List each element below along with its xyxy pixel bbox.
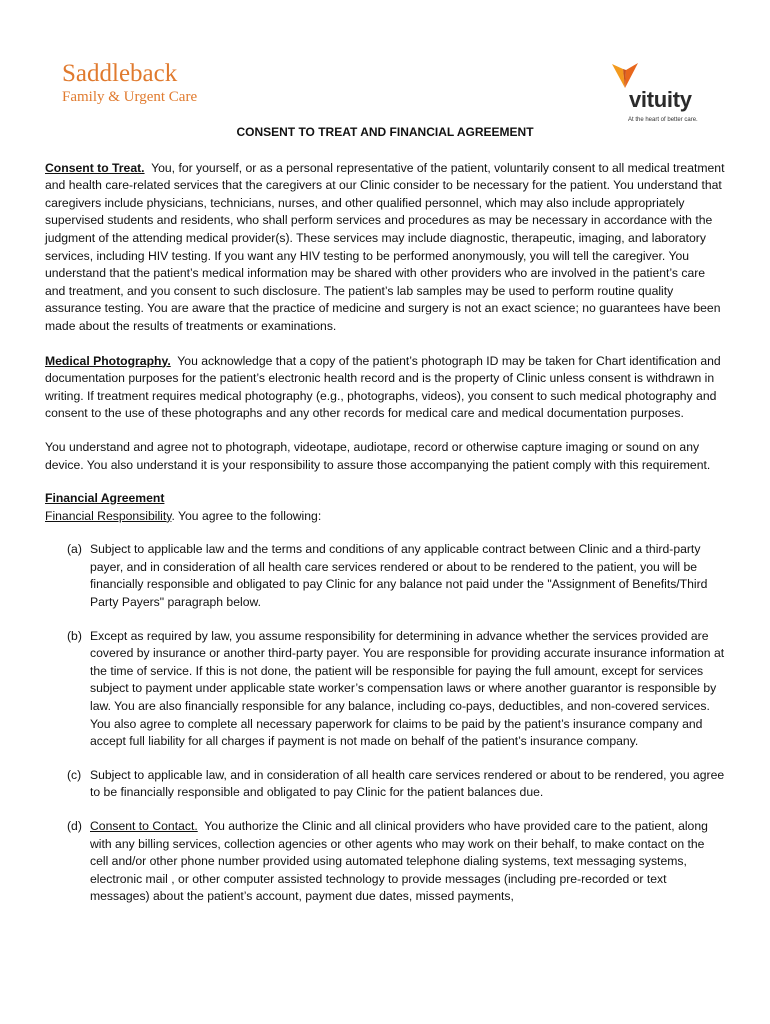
- medical-photography-heading: Medical Photography.: [45, 353, 171, 368]
- list-item-a: [45, 541, 725, 611]
- financial-responsibility-line: [45, 508, 725, 526]
- list-item-text: Except as required by law, you assume responsibility for determining in advance whether the services provided are covered by insurance or another third-party payer. You are responsible for providing accurate insurance information at the time of service. If this is not done, the patient will be responsible for paying the full amount, except for services subject to payment under applicable state worker’s compensation laws or where another guarantor is responsible by law. You are also financially responsible for any balance, including co-pays, deductibles, and non-covered services. You also agree to complete all necessary paperwork for claims to be paid by the patient’s insurance company and accept full liability for all charges if payment is not made on behalf of the patient’s insurance company.: [90, 628, 725, 749]
- list-item-text: You authorize the Clinic and all clinical providers who have provided care to the patient, along with any billing services, collection agencies or other agents who may work on their behalf, to make contact on the cell and/or other phone number provided using automated telephone dialing systems, text messaging systems, electronic mail , or other computer assisted technology to provide messages (including pre-recorded or text messages) about the patient’s account, payment due dates, missed payments,: [90, 819, 708, 904]
- consent-to-contact-heading: Consent to Contact.: [90, 819, 198, 833]
- consent-to-treat-heading: Consent to Treat.: [45, 160, 145, 175]
- list-item-label: (c): [67, 767, 82, 782]
- list-item-d: [45, 818, 725, 906]
- recording-paragraph: You understand and agree not to photograph, videotape, audiotape, record or otherwise capture imaging or sound on any device. You also understand it is your responsibility to assure those accompanying the patient comply with this requirement.: [45, 439, 711, 472]
- vituity-tagline: At the heart of better care.: [628, 117, 698, 123]
- financial-responsibility-heading: Financial Responsibility: [45, 508, 172, 523]
- financial-agreement-section: [45, 490, 725, 906]
- consent-to-treat-text: You, for yourself, or as a personal representative of the patient, voluntarily consent to all medical treatment and health care-related services that the caregivers at our Clinic consider to be necessary for the patient. You understand that caregivers include physicians, technicians, nurses, and other qualified personnel, which may also include appropriately supervised students and residents, who shall perform services and procedures as may be necessary in accordance with the judgment of the attending medical provider(s). These services may include diagnostic, therapeutic, imaging, and laboratory services, including HIV testing. If you want any HIV testing to be performed anonymously, you will tell the caregiver. You understand that the patient’s medical information may be shared with other providers who are involved in the patient’s care and treatment, and you consent to such disclosure. The patient’s lab samples may be used to perform routine quality assurance testing. You are aware that the practice of medicine and surgery is not an exact science; no guarantees have been made about the results of treatments or examinations.: [45, 160, 725, 333]
- list-item-label: (b): [67, 628, 82, 643]
- medical-photography-paragraph: [45, 353, 725, 423]
- logo-line-1: Saddleback: [62, 60, 178, 87]
- vituity-logo: [610, 62, 722, 123]
- list-item-text: Subject to applicable law and the terms and conditions of any applicable contract between Clinic and a third-party payer, and in consideration of all health care services rendered or about to be rendered to the patient, you will be financially responsible and obligated to pay Clinic for any balance not paid under the "Assignment of Benefits/Third Party Payers" paragraph below.: [90, 542, 708, 610]
- list-item-label: (a): [67, 542, 82, 557]
- vituity-wordmark: vituity: [629, 87, 692, 112]
- list-item-c: [45, 767, 725, 802]
- consent-to-treat-paragraph: [45, 160, 725, 336]
- list-item-label: (d): [67, 819, 82, 833]
- medical-photography-text: You acknowledge that a copy of the patient’s photograph ID may be taken for Chart identification and documentation purposes for the patient’s electronic health record and is the property of Clinic unless consent is withdrawn in writing. If treatment requires medical photography (e.g., photographs, videos), you consent to such medical photography and consent to the use of these photographs and any other records for medical care and medical documentation purposes.: [45, 353, 721, 421]
- consent-document: [45, 124, 725, 906]
- logo-line-2: Family & Urgent Care: [62, 89, 198, 105]
- saddleback-logo: [62, 60, 197, 106]
- financial-responsibility-intro: . You agree to the following:: [171, 508, 322, 523]
- list-item-text: Subject to applicable law, and in consideration of all health care services rendered or about to be rendered, you agree to be financially responsible and obligated to pay Clinic for the patient balances due.: [90, 767, 725, 800]
- financial-agreement-heading: Financial Agreement: [45, 491, 165, 506]
- list-item-b: [45, 628, 725, 751]
- document-title: CONSENT TO TREAT AND FINANCIAL AGREEMENT: [236, 125, 534, 139]
